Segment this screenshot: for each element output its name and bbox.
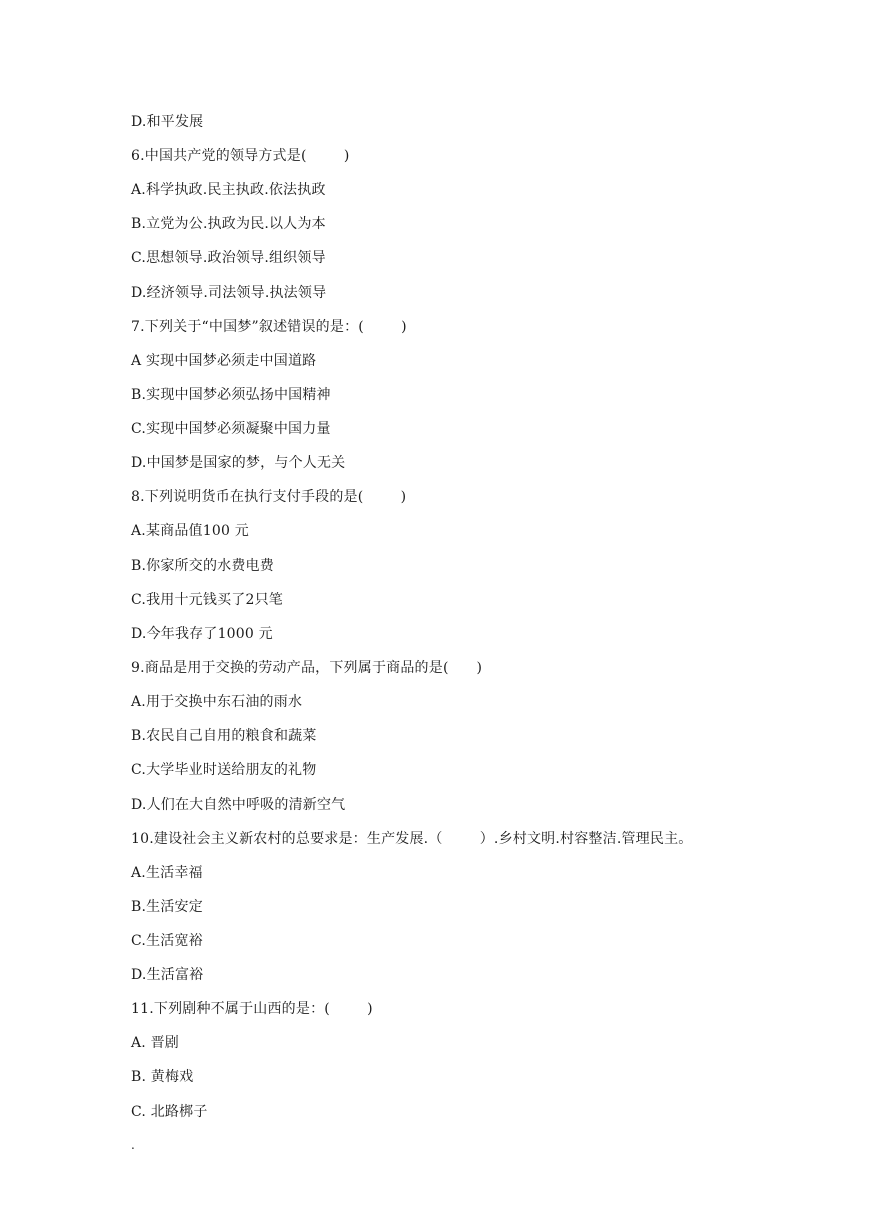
option-10a: A.生活幸福 <box>131 865 203 881</box>
option-5d: D.和平发展 <box>131 114 204 130</box>
option-8c: C.我用十元钱买了2只笔 <box>131 592 283 608</box>
trailing-mark: . <box>131 1138 135 1152</box>
option-8a: A.某商品值100 元 <box>131 523 249 539</box>
question-11: 11.下列剧种不属于山西的是：( ) <box>131 1001 373 1017</box>
option-8d: D.今年我存了1000 元 <box>131 626 273 642</box>
option-7a: A 实现中国梦必须走中国道路 <box>131 353 317 369</box>
option-9d: D.人们在大自然中呼吸的清新空气 <box>131 797 346 813</box>
option-6d: D.经济领导.司法领导.执法领导 <box>131 285 327 301</box>
option-7d: D.中国梦是国家的梦，与个人无关 <box>131 455 346 471</box>
option-6b: B.立党为公.执政为民.以人为本 <box>131 216 326 232</box>
option-6a: A.科学执政.民主执政.依法执政 <box>131 182 326 198</box>
option-9c: C.大学毕业时送给朋友的礼物 <box>131 762 317 778</box>
option-10c: C.生活宽裕 <box>131 933 203 949</box>
option-9a: A.用于交换中东石油的雨水 <box>131 694 303 710</box>
option-8b: B.你家所交的水费电费 <box>131 558 274 574</box>
option-7b: B.实现中国梦必须弘扬中国精神 <box>131 387 331 403</box>
option-7c: C.实现中国梦必须凝聚中国力量 <box>131 421 331 437</box>
option-10b: B.生活安定 <box>131 899 203 915</box>
question-7: 7.下列关于“中国梦”叙述错误的是：( ) <box>131 319 407 335</box>
option-6c: C.思想领导.政治领导.组织领导 <box>131 250 326 266</box>
question-8: 8.下列说明货币在执行支付手段的是( ) <box>131 489 407 505</box>
option-11b: B. 黄梅戏 <box>131 1069 194 1085</box>
question-6: 6.中国共产党的领导方式是( ) <box>131 148 350 164</box>
question-9: 9.商品是用于交换的劳动产品，下列属于商品的是( ) <box>131 660 483 676</box>
option-10d: D.生活富裕 <box>131 967 204 983</box>
option-9b: B.农民自己自用的粮食和蔬菜 <box>131 728 317 744</box>
question-10: 10.建设社会主义新农村的总要求是：生产发展.（ ）.乡村文明.村容整洁.管理民主。 <box>131 831 693 847</box>
option-11c: C. 北路梆子 <box>131 1104 208 1120</box>
option-11a: A. 晋剧 <box>131 1035 180 1051</box>
